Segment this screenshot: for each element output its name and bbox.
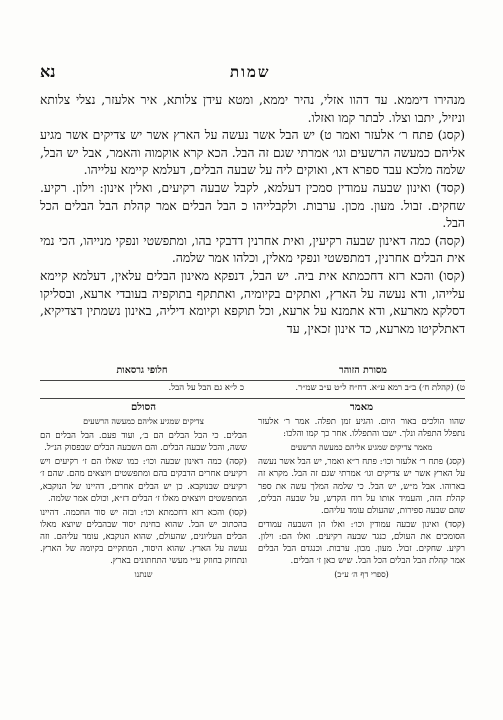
commentary-right-column bbox=[258, 402, 465, 690]
main-text bbox=[40, 92, 465, 338]
main-paragraph: (קסג) פתח ר׳ אלעזר ואמר ט) יש הבל אשר נעשה על הארץ אשר יש צדיקים אשר מגיע אליהם כמעשה הרשעים וגו׳ אמרתי שגם זה הבל. הכא קרא אוקמוה והאמר, אבל יש הבל, שלמה מלכא עבד ספרא דא, ואוקים ליה על שבעה הבלים, דעלמא קיימא עלייהו. bbox=[40, 128, 465, 178]
main-paragraph: מנהירו דיממא. עד דהוו אזלי, נהיר יממא, ומטא עידן צלותא, איר אלעזר, נצלי צלותא וניזיל, יתבו וצלו. לבתר קמו ואזלו. bbox=[40, 93, 465, 125]
column-heading: הסולם bbox=[131, 402, 156, 413]
commentary-left-column bbox=[40, 402, 247, 690]
section-heading: מאמר צדיקים שמגיע אליהם כמעשה הרשעים bbox=[290, 443, 433, 453]
commentary-paragraph: (קסג) פתח ר׳ אלעזר וכו׳: פתח ר״א ואמר, יש הבל אשר נעשה על הארץ אשר יש צדיקים וגו׳ אמרתי שגם זה הבל. מקרא זה בארוהו. אבל מ״ש, יש הבל. כי שלמה המלך עשה את ספר קהלת הזה, והעמיד אותו על רוח הקדש, על שבעה הבלים, שהם שבעה ספירות, שהעולם עומד עליהם. bbox=[258, 457, 465, 516]
column-footnote: (ספרי דף ה׳ ע״ב) bbox=[334, 570, 389, 580]
divider bbox=[40, 398, 465, 399]
catchword: שנתנו bbox=[134, 570, 153, 580]
page-title: שמות bbox=[230, 62, 271, 81]
commentary-paragraph: (קסה) כמה דאינון שבעה וכו׳: כמו שאלו הם ז׳ רקיעים ויש רקיעים אחרים הדבקים בהם ומתפשטים ויוצאים מהם. שהם ז׳ רקיעים שבנוקבא. כן יש הבלים אחרים, דהיינו של הנוקבא, המתפשטים ויוצאים מאלו ז׳ הבלים דז״א, וכולם אמר שלמה. bbox=[40, 457, 247, 504]
main-paragraph: (קסה) כמה דאינון שבעה רקיעין, ואית אחרנין דדבקי בהו, ומתפשטי ונפקי מנייהו, הכי נמי אית הבלים אחרנין, דמתפשטי ונפקי מאלין, וכלהו אמר שלמה. bbox=[40, 233, 465, 266]
page-header bbox=[40, 62, 465, 82]
page-number: נא bbox=[40, 62, 56, 81]
divider bbox=[40, 380, 465, 381]
commentary-paragraph: (קסו) והכא רזא דחכמתא וכו׳: ובזה יש סוד החכמה. דהיינו בהכתוב יש הבל. שהוא בחינת יסוד שבהבלים שיוצא מאלו הבלים העליונים, שהעולם, שהוא הנוקבא, עומד עליהם. וזה נעשה על הארץ. שהוא היסוד, המתקיים בקיומה של הארץ. ונתחזק בחוזק ע״י מעשי התחתונים בארץ. bbox=[40, 507, 247, 567]
commentary-paragraph: הבלים. כי הבל הבלים הם ב׳, ועוד פעם. הבל הבלים הם ששה, והכל שבעה הבלים. והם השבעה הבלים שבפסוק הנ״ל. bbox=[40, 431, 247, 454]
main-paragraph: (קסו) והכא רזא דחכמתא אית ביה. יש הבל, דנפקא מאינון הבלים עלאין, דעלמא קיימא עלייהו, ודא נעשה על הארץ, ואתקים בקיומיה, ואתתקף בתוקפיה בעובדי ארעא, ובסליקו דסלקא מארעא, ודא אתמנא על ארעא, וכל תוקפא וקיומא דיליה, באינון נשמתין דצדיקיא, דאתלקיטו מארעא, כד אינון זכאין, עד bbox=[40, 268, 465, 336]
main-paragraph: (קסד) ואינון שבעה עמודין סמכין דעלמא, לקבל שבעה רקיעים, ואלין אינון: וילון. רקיע. שחקים. זבול. מעון. מכון. ערבות. ולקבלייהו כ הבל הבלים אמר קהלת הבל הבלים הכל הבל. bbox=[40, 180, 465, 231]
section-heading: צדיקים שמגיע אליהם כמעשה הרשעים bbox=[83, 417, 204, 427]
commentary-paragraph: שהוו הולכים באור היום. והגיע זמן תפלה. אמר ר׳ אלעזר נתפלל התפלה ונלך. ישבו והתפללו. אחר כך קמו והלכו: bbox=[258, 417, 465, 440]
masoret-note: ט) (קהלת ח׳) ב״ב רמא ע״א. דח״ח ל״ט ע״ב שמ״ר. bbox=[295, 383, 465, 393]
masoret-heading: מסורת הזוהר bbox=[339, 365, 387, 376]
notes-header bbox=[40, 365, 465, 381]
variant-note: כ ל״א גם הבל על הבל. bbox=[168, 383, 244, 393]
commentary-paragraph: (קסד) ואינון שבעה עמודין וכו׳: ואלו הן השבעה עמודים הסומכים את העולם, כנגד שבעה רקיעים. ואלו הם: וילון. רקיע. שחקים. זבול. מעון. מכון. ערבות. וכנגדם הבל הבלים אמר קהלת הבל הבלים הכל הבל. שיש כאן ז׳ הבלים. bbox=[258, 519, 465, 567]
commentary-columns bbox=[40, 402, 465, 690]
notes-row bbox=[40, 382, 465, 393]
column-heading: מאמר bbox=[349, 402, 374, 413]
variants-heading: חלופי גרסאות bbox=[116, 365, 168, 376]
